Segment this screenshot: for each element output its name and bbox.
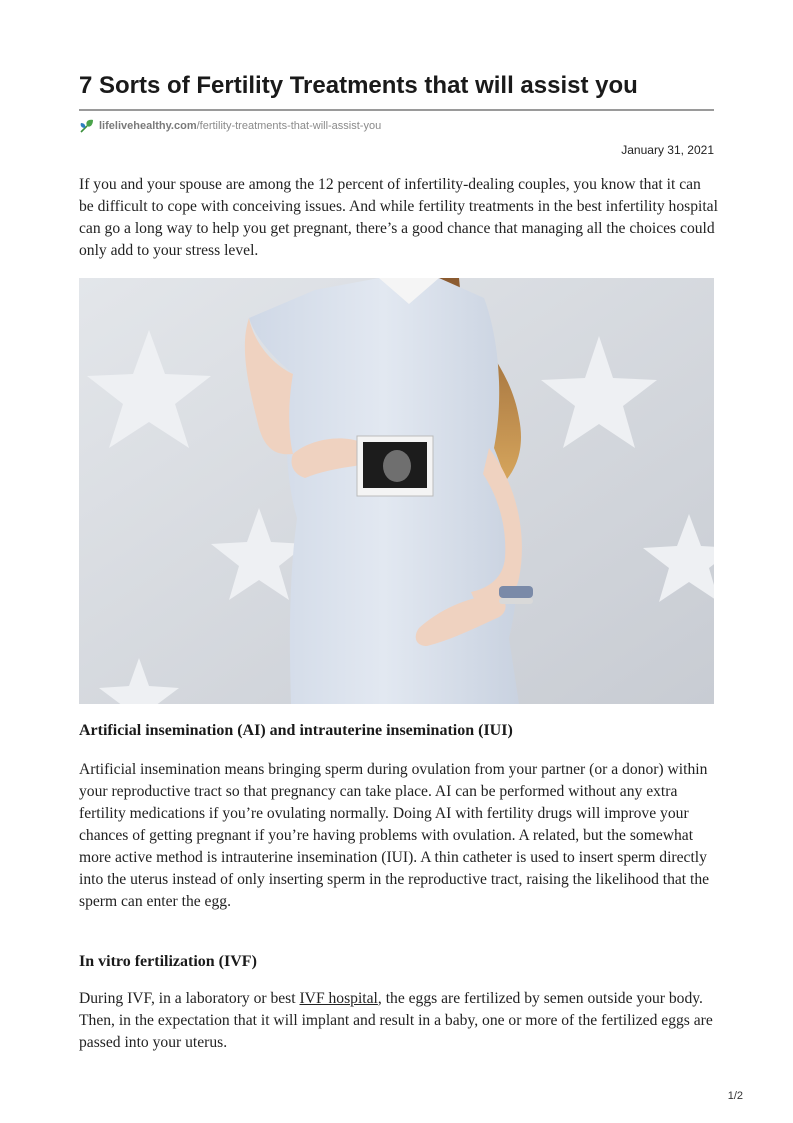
source-path[interactable]: /fertility-treatments-that-will-assist-you (196, 120, 382, 132)
page-number: 1/2 (727, 1090, 743, 1102)
section-paragraph-ai-iui: Artificial insemination means bringing sperm during ovulation from your partner (or a donor) within your reproductive tract so that pregnancy can take place. AI can be performed without any extra fertility medications if you’re ovulating normally. Doing AI with fertility drugs will improve your chances of getting pregnant if you’re having problems with ovulation. A related, but the somewhat more active method is intrauterine insemination (IUI). A thin catheter is used to insert sperm directly into the uterus instead of only inserting sperm in the reproductive tract, raising the likelihood that the sperm can enter the egg. (79, 761, 710, 910)
ivf-hospital-link[interactable]: IVF hospital (299, 990, 378, 1007)
publish-date: January 31, 2021 (621, 143, 714, 157)
section-paragraph-ivf (79, 988, 719, 1054)
intro-paragraph: If you and your spouse are among the 12 percent of infertility-dealing couples, you know that it can be difficult to cope with conceiving issues. And while fertility treatments in the best infertility hospital can go a long way to help you get pregnant, there’s a good chance that managing all the choices could only add to your stress level. (79, 176, 718, 259)
pregnant-woman-photo (79, 278, 714, 704)
source-domain[interactable]: lifelivehealthy.com (99, 120, 197, 132)
source-url[interactable] (79, 118, 381, 134)
title-divider (79, 109, 714, 111)
section-heading-ai-iui: Artificial insemination (AI) and intrauterine insemination (IUI) (79, 722, 513, 739)
article-title: 7 Sorts of Fertility Treatments that will assist you (79, 72, 638, 99)
section-heading-ivf: In vitro fertilization (IVF) (79, 953, 257, 970)
ivf-text-end: , the eggs are fertilized by semen outside your body. Then, in the expectation that it will implant and result in a baby, one or more of the fertilized eggs are passed into your uterus. (79, 990, 713, 1051)
leaf-icon (79, 118, 95, 134)
ivf-text-start: During IVF, in a laboratory or best (79, 990, 300, 1007)
